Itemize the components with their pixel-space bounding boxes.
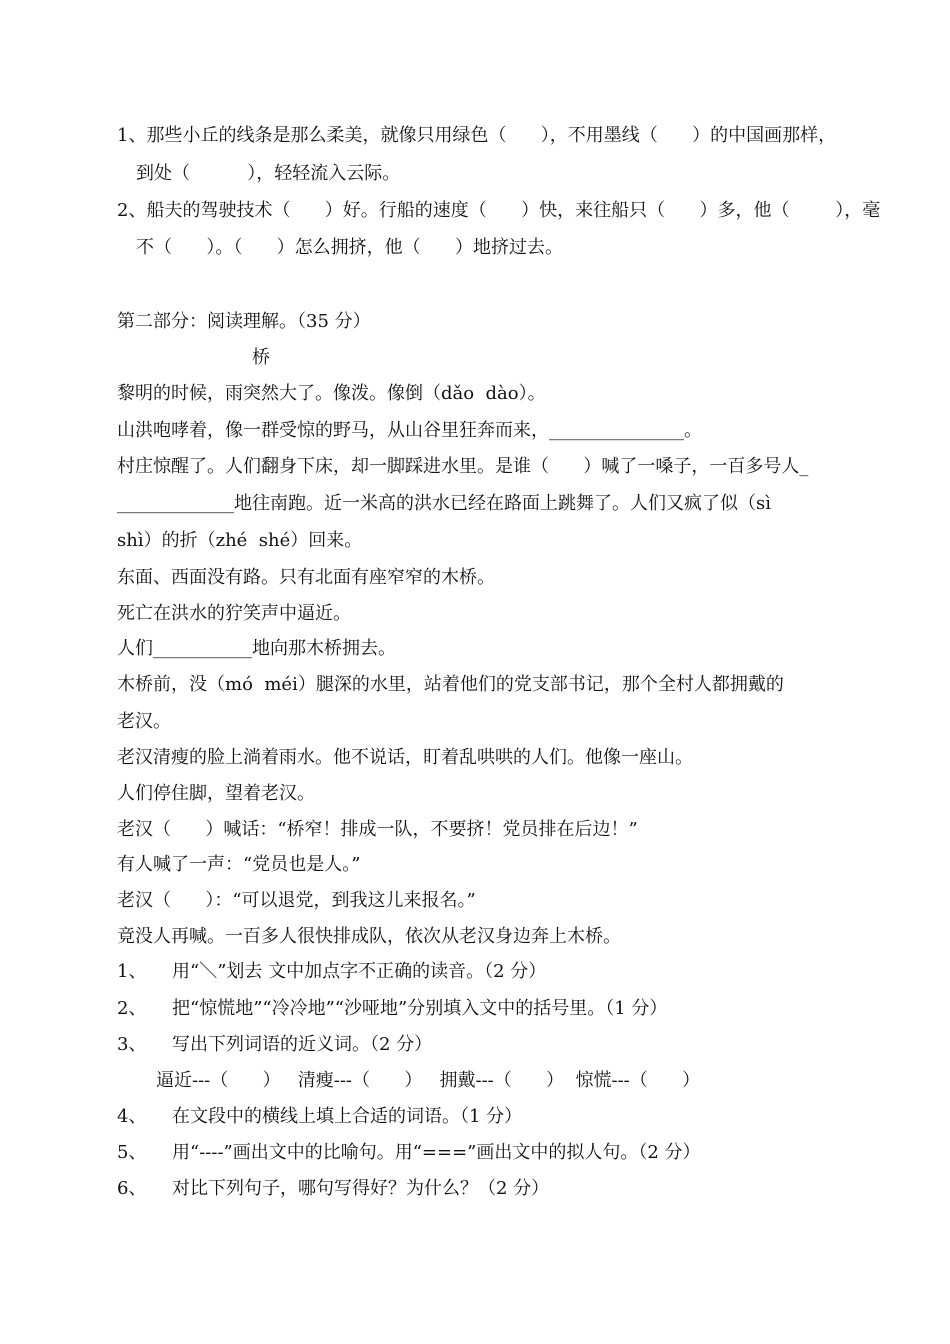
passage-line: 黎明的时候，雨突然大了。像泼。像倒（dǎo dào）。 bbox=[117, 383, 546, 404]
question-text: 在文段中的横线上填上合适的词语。（1 分） bbox=[172, 1106, 523, 1127]
question-2-line-1: 2、船夫的驾驶技术（ ）好。行船的速度（ ）快，来往船只（ ）多，他（ ），毫 bbox=[117, 200, 881, 221]
passage-line: 竟没人再喊。一百多人很快排成队，依次从老汉身边奔上木桥。 bbox=[117, 926, 621, 947]
synonym-blanks: 逼近---（ ） 清瘦---（ ） 拥戴---（ ） 惊慌---（ ） bbox=[156, 1070, 701, 1091]
question-number: 6、 bbox=[117, 1178, 147, 1199]
passage-line: 老汉（ ）喊话：“桥窄！排成一队，不要挤！党员排在后边！” bbox=[117, 819, 638, 840]
question-number: 4、 bbox=[117, 1106, 147, 1127]
question-2-line-2: 不（ ）。（ ）怎么拥挤，他（ ）地挤过去。 bbox=[136, 237, 563, 258]
passage-line: 东面、西面没有路。只有北面有座窄窄的木桥。 bbox=[117, 567, 495, 588]
section-heading: 第二部分：阅读理解。（35 分） bbox=[117, 311, 371, 332]
passage-line: 老汉。 bbox=[117, 711, 171, 732]
passage-line: _____________地往南跑。近一米高的洪水已经在路面上跳舞了。人们又疯了似（sì bbox=[117, 493, 771, 514]
question-number: 3、 bbox=[117, 1034, 147, 1055]
question-number: 5、 bbox=[117, 1142, 147, 1163]
passage-line: 人们___________地向那木桥拥去。 bbox=[117, 638, 396, 659]
passage-line: 老汉清瘦的脸上淌着雨水。他不说话，盯着乱哄哄的人们。他像一座山。 bbox=[117, 747, 693, 768]
question-text: 用“＼”划去 文中加点字不正确的读音。（2 分） bbox=[172, 961, 547, 982]
passage-line: 村庄惊醒了。人们翻身下床，却一脚踩进水里。是谁（ ）喊了一嗓子，一百多号人_ bbox=[117, 456, 809, 477]
question-text: 对比下列句子，哪句写得好？为什么？（2 分） bbox=[172, 1178, 550, 1199]
passage-line: 有人喊了一声：“党员也是人。” bbox=[117, 854, 361, 875]
passage-line: shì）的折（zhé shé）回来。 bbox=[117, 530, 363, 551]
passage-line: 死亡在洪水的狞笑声中逼近。 bbox=[117, 603, 351, 624]
passage-title: 桥 bbox=[252, 347, 270, 368]
question-number: 1、 bbox=[117, 961, 147, 982]
question-1-line-2: 到处（ ），轻轻流入云际。 bbox=[136, 163, 401, 184]
passage-line: 木桥前，没（mó méi）腿深的水里，站着他们的党支部书记，那个全村人都拥戴的 bbox=[117, 674, 784, 695]
passage-line: 山洪咆哮着，像一群受惊的野马，从山谷里狂奔而来，_______________。 bbox=[117, 420, 702, 441]
question-text: 写出下列词语的近义词。（2 分） bbox=[172, 1034, 433, 1055]
question-text: 用“----”画出文中的比喻句。用“===”画出文中的拟人句。（2 分） bbox=[172, 1142, 701, 1163]
passage-line: 老汉（ ）：“可以退党，到我这儿来报名。” bbox=[117, 890, 476, 911]
question-1-line-1: 1、那些小丘的线条是那么柔美，就像只用绿色（ ），不用墨线（ ）的中国画那样， bbox=[117, 125, 837, 146]
question-text: 把“惊慌地”“冷冷地”“沙哑地”分别填入文中的括号里。（1 分） bbox=[172, 998, 668, 1019]
passage-line: 人们停住脚，望着老汉。 bbox=[117, 783, 315, 804]
question-number: 2、 bbox=[117, 998, 147, 1019]
